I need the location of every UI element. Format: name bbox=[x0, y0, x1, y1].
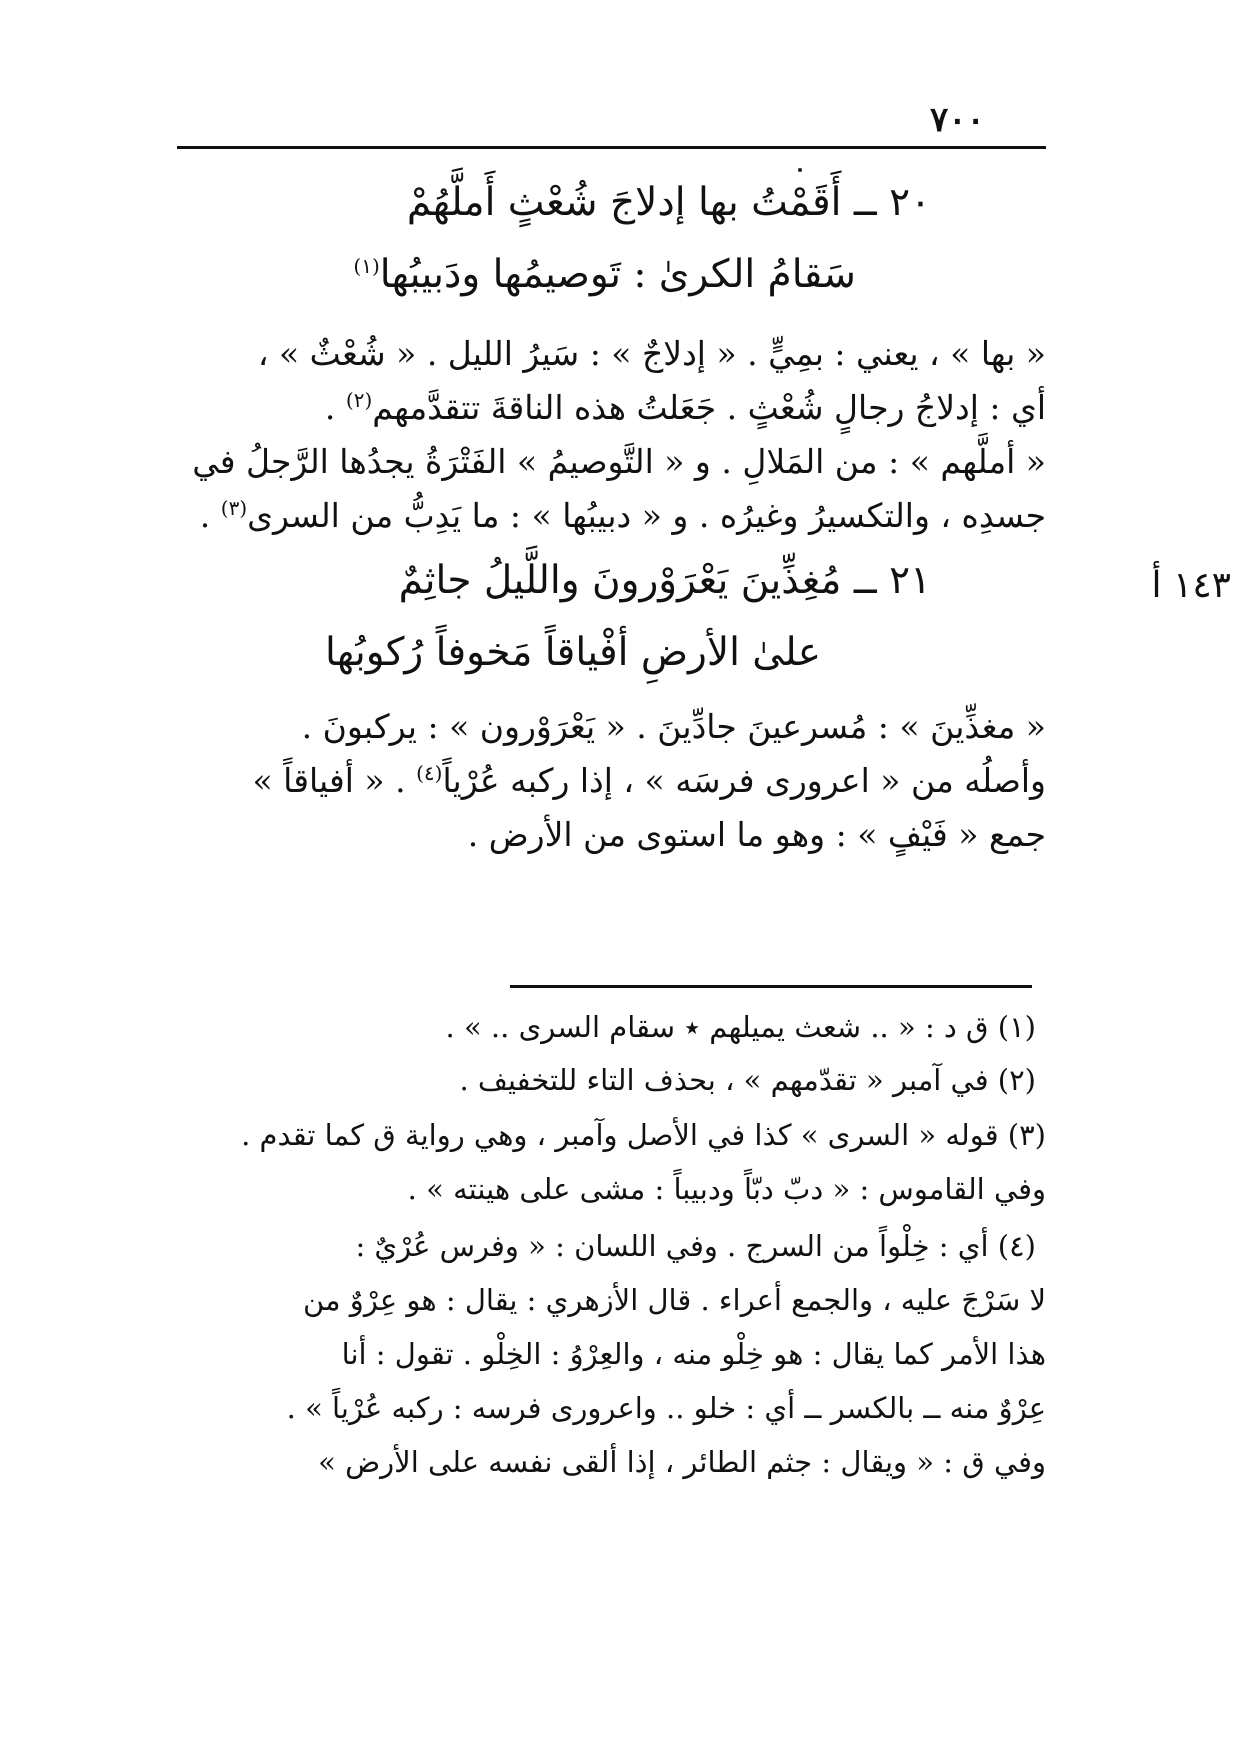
page-number: ٧٠٠ bbox=[930, 100, 985, 140]
verse-20-line-2-text: سَقامُ الكرىٰ : تَوصيمُها ودَبيبُها bbox=[379, 252, 856, 297]
footnote-ref-4: (٤) bbox=[416, 761, 443, 785]
verse-20-line-2 bbox=[353, 252, 856, 297]
footnote-4-line-4: عِرْوٌ منه ــ بالكسر ــ أي : خلو .. واعرورى فرسه : ركبه عُرْياً » . bbox=[286, 1391, 1046, 1425]
commentary-20-line-3: « أملَّهم » : من المَلالِ . و « التَّوصيمُ » الفَتْرَةُ يجدُها الرَّجلُ في bbox=[192, 442, 1046, 481]
verse-21-line-1: ٢١ ــ مُغِذِّينَ يَعْرَوْرونَ واللَّيلُ جاثِمٌ bbox=[398, 558, 931, 603]
footnote-3-line-2: وفي القاموس : « دبّ دبّاً ودبيباً : مشى على هينته » . bbox=[407, 1172, 1046, 1206]
commentary-21-line-2 bbox=[252, 761, 1046, 800]
footnote-rule bbox=[510, 985, 1032, 988]
footnote-4-line-2: لا سَرْجَ عليه ، والجمع أعراء . قال الأزهري : يقال : هو عِرْوٌ من bbox=[302, 1283, 1046, 1317]
footnote-ref-3: (٣) bbox=[220, 496, 248, 520]
commentary-20-line-4-text: جسدِه ، والتكسيرُ وغيرُه . و « دبيبُها » : ما يَدِبُّ من السرى bbox=[247, 496, 1046, 535]
margin-folio-ref: ١٤٣ أ bbox=[1151, 565, 1231, 606]
commentary-21-line-3: جمع « فَيْفٍ » : وهو ما استوى من الأرض . bbox=[467, 815, 1046, 854]
footnote-4-line-1: (٤) أي : خِلْواً من السرج . وفي اللسان : « وفرس عُرْيٌ : bbox=[355, 1229, 1036, 1263]
header-rule bbox=[177, 146, 1046, 149]
footnote-4-line-5: وفي ق : « ويقال : جثم الطائر ، إذا ألقى نفسه على الأرض » bbox=[318, 1445, 1046, 1479]
commentary-20-line-4 bbox=[200, 496, 1046, 535]
commentary-21-line-2-text: وأصلُه من « اعرورى فرسَه » ، إذا ركبه عُرْياً bbox=[442, 761, 1046, 800]
footnote-4-line-3: هذا الأمر كما يقال : هو خِلْو منه ، والعِرْوُ : الخِلْو . تقول : أنا bbox=[341, 1337, 1046, 1371]
commentary-20-line-1: « بها » ، يعني : بمِيٍّ . « إدلاجٌ » : سَيرُ الليل . « شُعْثٌ » ، bbox=[257, 334, 1046, 373]
verse-20-line-1: ٢٠ ــ أَقَمْتُ بها إدلاجَ شُعْثٍ أَملَّهُمْ bbox=[406, 180, 931, 225]
footnote-3-line-1: (٣) قوله « السرى » كذا في الأصل وآمبر ، وهي رواية ق كما تقدم . bbox=[241, 1118, 1046, 1152]
commentary-21-line-2-tail: . « أفياقاً » bbox=[252, 761, 406, 800]
footnote-1: (١) ق د : « .. شعث يميلهم ٭ سقام السرى .. » . bbox=[445, 1010, 1036, 1044]
commentary-20-line-2-text: أي : إدلاجُ رجالٍ شُعْثٍ . جَعَلتُ هذه الناقةَ تتقدَّمهم bbox=[372, 388, 1046, 427]
verse-21-line-2: علىٰ الأرضِ أفْياقاً مَخوفاً رُكوبُها bbox=[325, 630, 821, 675]
footnote-ref-2: (٢) bbox=[345, 388, 373, 412]
commentary-20-line-2 bbox=[325, 388, 1046, 427]
commentary-21-line-1: « مغذِّينَ » : مُسرعينَ جادِّينَ . « يَعْرَوْرون » : يركبونَ . bbox=[301, 707, 1046, 746]
footnote-ref-1: (١) bbox=[353, 254, 380, 278]
commentary-20-line-4-tail: . bbox=[199, 496, 211, 535]
footnote-2: (٢) في آمبر « تقدّمهم » ، بحذف التاء للتخفيف . bbox=[459, 1063, 1036, 1097]
commentary-20-line-2-tail: . bbox=[324, 388, 336, 427]
stray-dot bbox=[798, 168, 802, 172]
